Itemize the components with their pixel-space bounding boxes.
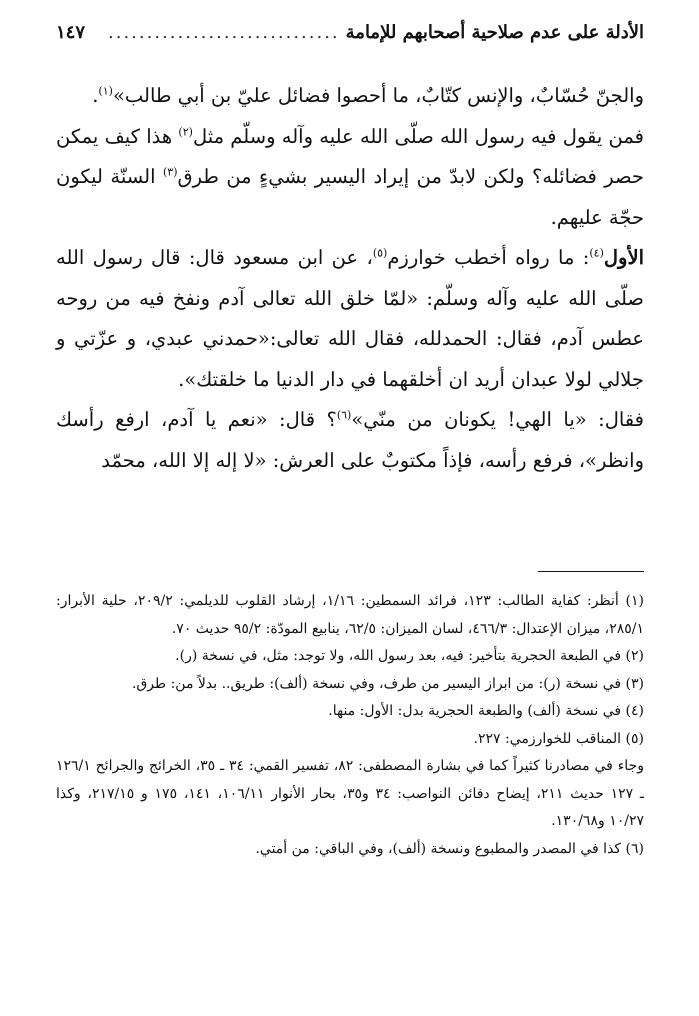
header-leader-dots: ..............................: [108, 22, 340, 43]
footnote-ref-1: (١): [98, 84, 113, 98]
footnote-ref-4: (٤): [589, 246, 604, 260]
paragraph-1: [56, 76, 644, 117]
paragraph-2-text-c: السنّة ليكون حجّة عليهم.: [56, 165, 644, 229]
paragraph-3-text-b: ، عن ابن مسعود قال: قال رسول الله صلّى الله عليه وآله وسلّم: «لمّا خلق الله تعالى آدم ونفخ فيه من روحه عطس آدم، فقال: الحمدلله، فقال الله تعالى:«حمدني عبدي، و عزّتي و جلالي لولا عبدان أريد ان أخلقهما في دار الدنيا ما خلقتك».: [56, 246, 644, 391]
footnote-6: (٦) كذا في المصدر والمطبوع ونسخة (ألف)، وفي الباقي: من أمتي.: [255, 840, 644, 857]
footnote-ref-3: (٣): [162, 165, 178, 179]
paragraph-2-text-a: فمن يقول فيه رسول الله صلّى الله عليه وآله وسلّم مثل: [192, 124, 645, 148]
footnote-4: (٤) في نسخة (ألف) والطبعة الحجرية بدل: الأول: منها.: [328, 703, 644, 719]
paragraph-1-end: .: [92, 84, 99, 107]
footnote-separator: [538, 571, 644, 572]
paragraph-2-text-b: هذا كيف يمكن حصر فضائله؟ ولكن لابدّ من إيراد اليسير بشيءٍ من طرق: [56, 124, 644, 188]
paragraph-2: [56, 117, 644, 239]
page-number: ١٤٧: [56, 22, 86, 43]
footnote-1: (١) أنظر: كفاية الطالب: ١٢٣، فرائد السمطين: ١/١٦، إرشاد القلوب للديلمي: ٢٠٩/٢، حلية الأبرار: ٢٨٥/١، ميزان الإعتدال: ٤٦٦/٣، لسان الميزان: ٦٢/٥، ينابيع المودّة: ٩٥/٢ حديث ٧٠.: [56, 593, 644, 637]
paragraph-3-text-a: : ما رواه أخطب خوارزم: [387, 246, 590, 269]
book-page: [56, 22, 644, 1002]
footnote-ref-6: (٦): [336, 408, 352, 422]
footnote-2: (٢) في الطبعة الحجرية بتأخير: فيه، بعد رسول الله، ولا توجد: مثل، في نسخة (ر).: [175, 648, 644, 664]
header-title: الأدلة على عدم صلاحية أصحابهم للإمامة: [345, 22, 644, 43]
footnote-ref-5: (٥): [372, 246, 388, 260]
footnotes: [56, 588, 644, 863]
running-header: [56, 22, 644, 62]
footnote-3: (٣) في نسخة (ر): من ابراز اليسير من طرف، وفي نسخة (ألف): طريق.. بدلاً من: طرق.: [131, 675, 644, 692]
paragraph-4: [56, 400, 644, 481]
section-lead-first: الأول: [603, 246, 644, 269]
main-text: [56, 76, 644, 481]
paragraph-4-text-a: فقال: «يا الهي! يكونان من منّي»: [351, 408, 644, 431]
paragraph-3: [56, 238, 644, 400]
footnote-5: (٥) المناقب للخوارزمي: ٢٢٧.: [473, 730, 644, 747]
footnote-5-continued: وجاء في مصادرنا كثيراً كما في بشارة المصطفى: ٨٢، تفسير القمي: ٣٤ ـ ٣٥، الخرائج والجرائح ١٢٦/١ ـ ١٢٧ حديث ٢١١، إيضاح دفائن النواصب: ٣٤ و٣٥، بحار الأنوار ١٠٦/١١، ١٤١، ١٧٥ و ٢١٧/١٥، وكذا ١٠/٢٧ و١٣٠/٦٨.: [56, 758, 645, 829]
paragraph-4-text-b: ؟ قال: «نعم يا آدم، ارفع رأسك وانظر»، فرفع رأسه، فإذاً مكتوبٌ على العرش: «لا إله إلا الله، محمّد: [56, 408, 644, 472]
footnote-ref-2: (٢): [178, 125, 193, 138]
paragraph-1-text: والجنّ حُسّابٌ، والإنس كتّابٌ، ما أحصوا فضائل عليّ بن أبي طالب»: [112, 84, 644, 107]
